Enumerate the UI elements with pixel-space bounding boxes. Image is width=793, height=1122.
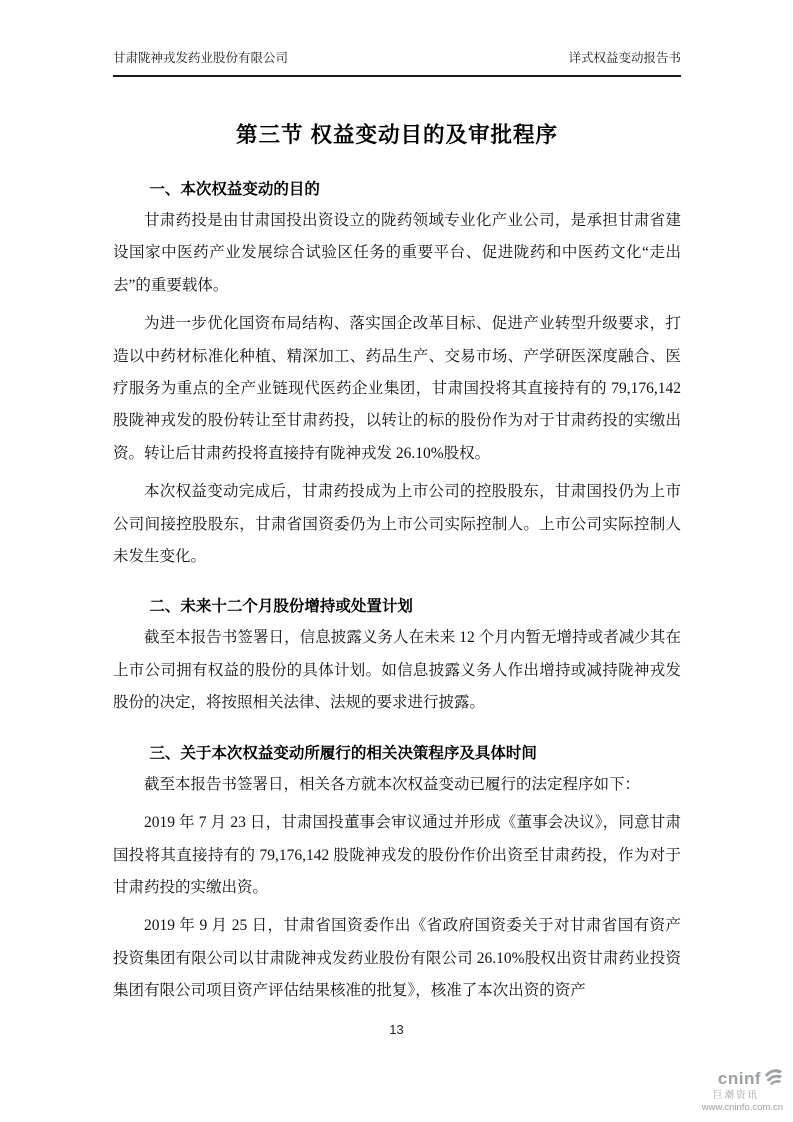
document-body: [113, 78, 681, 1014]
chapter-title: 第三节 权益变动目的及审批程序: [236, 123, 558, 147]
cninfo-swirl-icon: [763, 1067, 783, 1090]
page-header: [113, 48, 681, 77]
paragraph: 甘肃药投是由甘肃国投出资设立的陇药领域专业化产业公司，是承担甘肃省建设国家中医药产业发展综合试验区任务的重要平台、促进陇药和中医药文化“走出去”的重要载体。: [113, 212, 681, 294]
section-heading-2: 二、未来十二个月股份增持或处置计划: [149, 598, 413, 616]
cninfo-brand-text: cninf: [717, 1068, 761, 1088]
header-doc-type: 详式权益变动报告书: [568, 51, 681, 65]
cninfo-chinese-name: 巨潮资讯: [712, 1090, 759, 1102]
section-heading-1: 一、本次权益变动的目的: [149, 181, 320, 198]
page-number: 13: [389, 1022, 404, 1037]
paragraph: 2019 年 7 月 23 日，甘肃国投董事会审议通过并形成《董事会决议》，同意甘肃国投将其直接持有的 79,176,142 股陇神戎发的股份作价出资至甘肃药投，作为对于甘肃药投的实缴出资。: [113, 814, 681, 896]
paragraph: 截至本报告书签署日，信息披露义务人在未来 12 个月内暂无增持或者减少其在上市公司拥有权益的股份的具体计划。如信息披露义务人作出增持或减持陇神戎发股份的决定，将按照相关法律、法规的要求进行披露。: [113, 629, 681, 712]
paragraph: 为进一步优化国资布局结构、落实国企改革目标、促进产业转型升级要求，打造以中药材标准化种植、精深加工、药品生产、交易市场、产学研医深度融合、医疗服务为重点的全产业链现代医药企业集团，甘肃国投将其直接持有的 79,176,142 股陇神戎发的股份转让至甘肃药投，以转让的标的股份作为对于甘肃药投的实缴出资。转让后甘肃药投将直接持有陇神戎发 26.10%股权。: [113, 315, 681, 462]
cninfo-url: www.cninfo.com.cn: [701, 1102, 783, 1114]
paragraph: 截至本报告书签署日，相关各方就本次权益变动已履行的法定程序如下：: [144, 775, 641, 793]
cninfo-watermark: [702, 1067, 783, 1114]
paragraph: 2019 年 9 月 25 日，甘肃省国资委作出《省政府国资委关于对甘肃省国有资产投资集团有限公司以甘肃陇神戎发药业股份有限公司 26.10%股权出资甘肃药业投资集团有限公司项目资产评估结果核准的批复》，核准了本次出资的资产: [113, 917, 681, 1000]
header-company-name: 甘肃陇神戎发药业股份有限公司: [113, 51, 289, 65]
paragraph: 本次权益变动完成后，甘肃药投成为上市公司的控股股东，甘肃国投仍为上市公司间接控股股东，甘肃省国资委仍为上市公司实际控制人。上市公司实际控制人未发生变化。: [113, 483, 681, 566]
section-heading-3: 三、关于本次权益变动所履行的相关决策程序及具体时间: [149, 744, 537, 762]
